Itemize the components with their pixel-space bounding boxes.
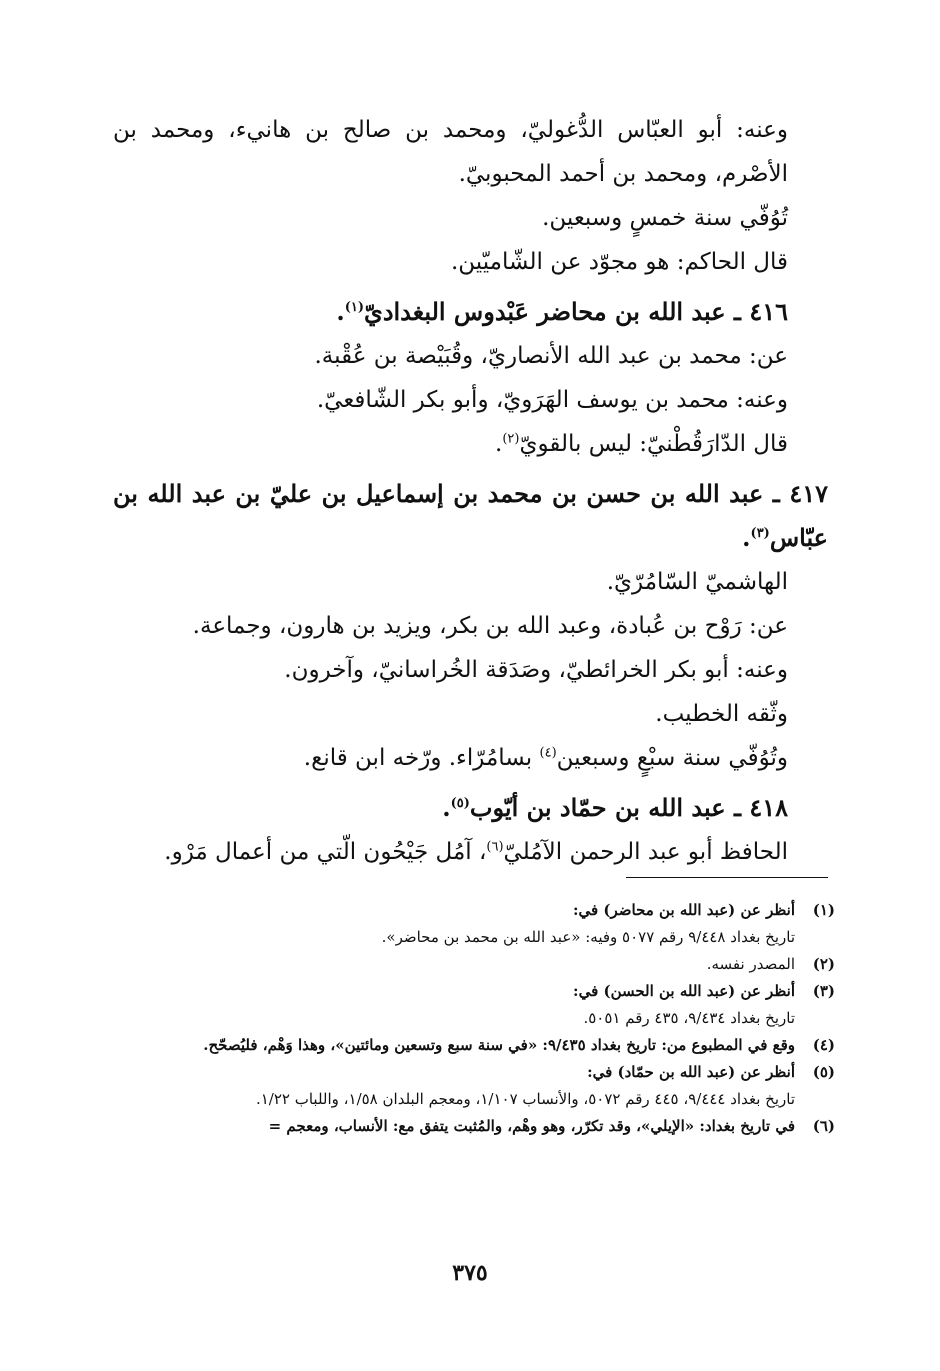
entry-418-description: الحافظ أبو عبد الرحمن الآمُليّ$^{(٦)}$، آمُل جَيْحُون الّتي من أعمال مَرْو.	[164, 839, 788, 865]
footnote-ref: (٤)	[539, 745, 557, 761]
death-year-line: تُوُفّي سنة خمسٍ وسبعين.	[542, 205, 788, 231]
entry-417-nisba: الهاشميّ السّامُرّيّ.	[606, 569, 788, 595]
entry-416-heading: ٤١٦ ـ عبد الله بن محاضر عَبْدوس البغداديّ$^{(١)}$.	[336, 297, 788, 326]
footnote-5: (٥) أنظر عن (عبد الله بن حمّاد) في: تاريخ بغداد ٩/٤٤٤، ٤٤٥ رقم ٥٠٧٢، والأنساب ١/١٠٧، ومعجم البلدان ١/٥٨، واللباب ١/٢٢.	[255, 1063, 835, 1108]
footnote-ref: (١)	[344, 300, 365, 315]
entry-416-daraqutni: قال الدّارَقُطْنيّ: ليس بالقويّ$^{(٢)}$.	[495, 431, 788, 457]
footnote-2: (٢) المصدر نفسه.	[706, 955, 835, 973]
entry-417-tawthiq: وثّقه الخطيب.	[655, 701, 788, 727]
narrators-from-line: وعنه: أبو العبّاس الدُّغوليّ، ومحمد بن صالح بن هانيء، ومحمد بن الأصْرم، ومحمد بن أحمد المحبوبيّ.	[113, 117, 788, 187]
footnote-4: (٤) وقع في المطبوع من: تاريخ بغداد ٩/٤٣٥: «في سنة سبع وتسعين ومائتين»، وهذا وَهْم، فليُصحّح.	[203, 1036, 835, 1054]
footnotes	[113, 897, 835, 1140]
page-number: ٣٧٥	[452, 1260, 488, 1286]
entry-417-narrators: وعنه: أبو بكر الخرائطيّ، وصَدَقة الخُراسانيّ، وآخرون.	[284, 657, 788, 683]
footnote-6: (٦) في تاريخ بغداد: «الإيلي»، وقد تكرّر، وهو وهْم، والمُثبت يتفق مع: الأنساب، ومعجم =	[268, 1117, 835, 1135]
footnote-ref: (٥)	[450, 796, 470, 811]
entry-417-death: وتُوُفّي سنة سبْعٍ وسبعين$^{(٤)}$ بسامُرّاء. ورّخه ابن قانع.	[303, 745, 788, 771]
entry-418-heading: ٤١٨ ـ عبد الله بن حمّاد بن أيّوب$^{(٥)}$.	[442, 793, 788, 822]
entry-417-from: عن: رَوْح بن عُبادة، وعبد الله بن بكر، ويزيد بن هارون، وجماعة.	[192, 613, 788, 639]
footnote-ref: (٣)	[750, 526, 770, 541]
entry-416-narrators: وعنه: محمد بن يوسف الهَرَويّ، وأبو بكر الشّافعيّ.	[316, 387, 788, 413]
footnote-divider	[626, 877, 828, 878]
main-text	[113, 108, 828, 874]
entry-417-heading: ٤١٧ ـ عبد الله بن حسن بن محمد بن إسماعيل بن عليّ بن عبد الله بن عبّاس$^{(٣)}$.	[113, 479, 828, 552]
hakim-quote-line: قال الحاكم: هو مجوّد عن الشّاميّين.	[450, 249, 788, 275]
footnote-ref: (٦)	[486, 839, 504, 855]
entry-416-from: عن: محمد بن عبد الله الأنصاريّ، وقُبَيْصة بن عُقْبة.	[314, 343, 788, 369]
footnote-ref: (٢)	[502, 431, 520, 447]
footnote-3: (٣) أنظر عن (عبد الله بن الحسن) في: تاريخ بغداد ٩/٤٣٤، ٤٣٥ رقم ٥٠٥١.	[573, 982, 835, 1027]
footnote-1: (١) أنظر عن (عبد الله بن محاضر) في: تاريخ بغداد ٩/٤٤٨ رقم ٥٠٧٧ وفيه: «عبد الله بن محمد بن محاضر».	[381, 901, 835, 946]
